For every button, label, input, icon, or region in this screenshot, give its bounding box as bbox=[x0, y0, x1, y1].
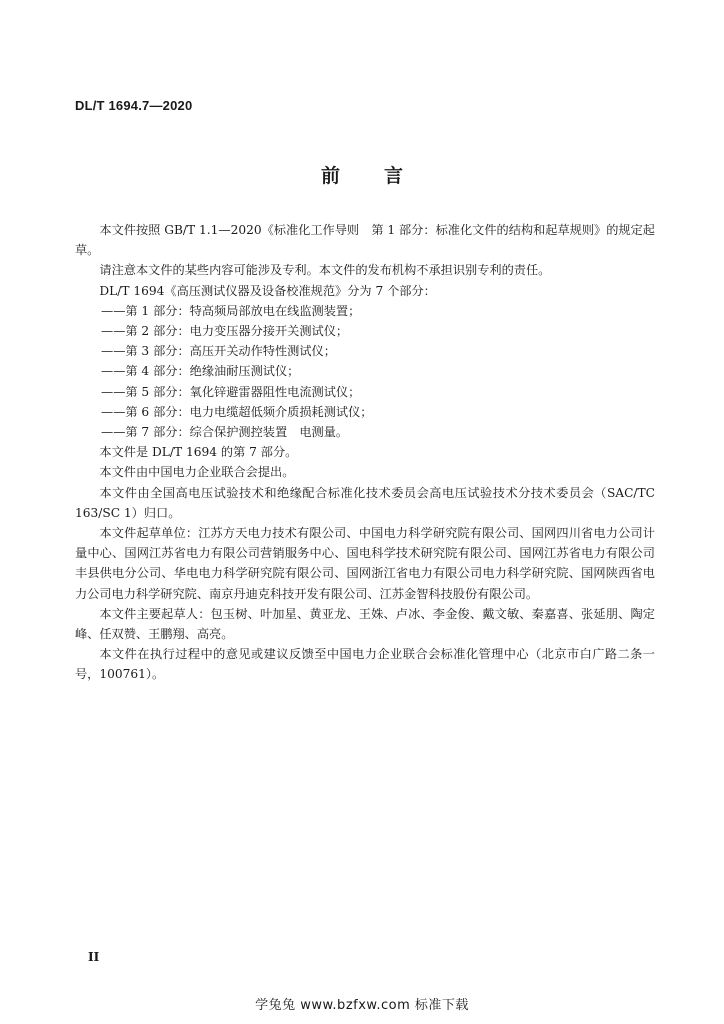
paragraph-committee: 本文件由全国高电压试验技术和绝缘配合标准化技术委员会高电压试验技术分技术委员会（SAC/TC 163/SC 1）归口。 bbox=[75, 485, 655, 520]
paragraph-drafting-rule: 本文件按照 GB/T 1.1—2020《标准化工作导则 第 1 部分：标准化文件的结构和起草规则》的规定起草。 bbox=[75, 223, 655, 258]
page-number: II bbox=[88, 950, 100, 964]
list-item-part-4: ——第 4 部分：绝缘油耐压测试仪； bbox=[101, 364, 300, 379]
paragraph-patent-notice: 请注意本文件的某些内容可能涉及专利。本文件的发布机构不承担识别专利的责任。 bbox=[99, 263, 551, 278]
paragraph-drafting-units: 本文件起草单位：江苏方天电力技术有限公司、中国电力科学研究院有限公司、国网四川省电力公司计量中心、国网江苏省电力有限公司营销服务中心、国电科学技术研究院有限公司、国网江苏省电力有限公司丰县供电分公司、华电电力科学研究院有限公司、国网浙江省电力有限公司电力科学研究院、国网陕西省电力公司电力科学研究院、南京丹迪克科技开发有限公司、江苏金智科技股份有限公司。 bbox=[75, 526, 655, 601]
standard-code: DL/T 1694.7—2020 bbox=[75, 98, 193, 113]
list-item-part-2: ——第 2 部分：电力变压器分接开关测试仪； bbox=[101, 324, 349, 339]
paragraph-proposer: 本文件由中国电力企业联合会提出。 bbox=[99, 465, 295, 480]
list-item-part-6: ——第 6 部分：电力电缆超低频介质损耗测试仪； bbox=[101, 404, 373, 419]
paragraph-parts-intro: DL/T 1694《高压测试仪器及设备校准规范》分为 7 个部分： bbox=[99, 283, 436, 298]
document-body bbox=[75, 220, 655, 685]
paragraph-part-number: 本文件是 DL/T 1694 的第 7 部分。 bbox=[99, 445, 298, 460]
page-title: 前言 bbox=[320, 165, 447, 187]
footer-watermark: 学兔兔 www.bzfxw.com 标准下载 bbox=[255, 998, 469, 1013]
list-item-part-3: ——第 3 部分：高压开关动作特性测试仪； bbox=[101, 344, 336, 359]
paragraph-feedback: 本文件在执行过程中的意见或建议反馈至中国电力企业联合会标准化管理中心（北京市白广路二条一号，100761）。 bbox=[75, 647, 655, 682]
list-item-part-7: ——第 7 部分：综合保护测控装置 电测量。 bbox=[101, 425, 349, 440]
paragraph-drafters: 本文件主要起草人：包玉树、叶加星、黄亚龙、王姝、卢冰、李金俊、戴文敏、秦嘉喜、张延朋、陶定峰、任双赞、王鹏翔、高亮。 bbox=[75, 606, 655, 642]
list-item-part-1: ——第 1 部分：特高频局部放电在线监测装置； bbox=[101, 303, 361, 318]
list-item-part-5: ——第 5 部分：氧化锌避雷器阻性电流测试仪； bbox=[101, 384, 361, 399]
